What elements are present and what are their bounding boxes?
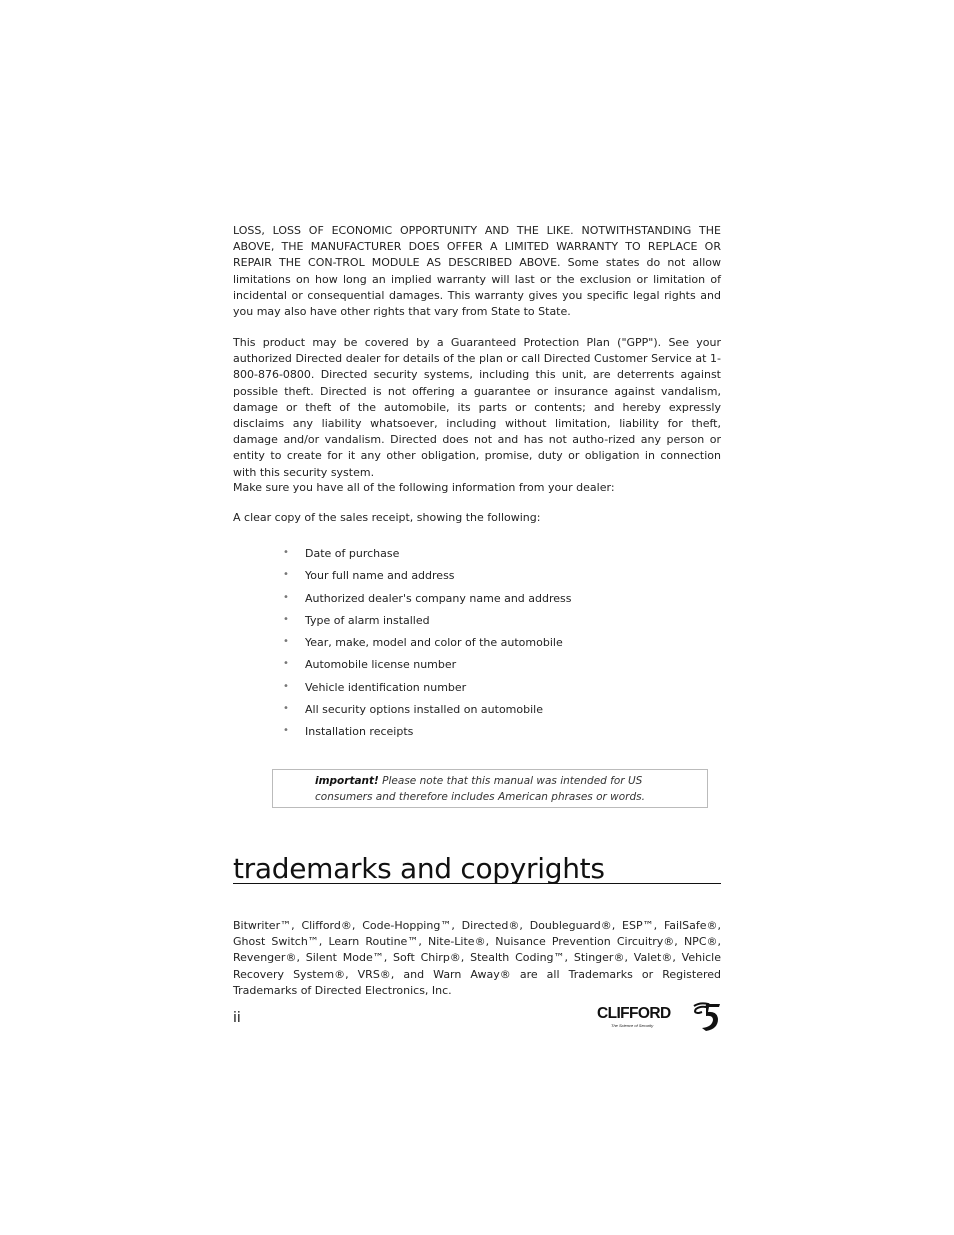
- list-item: • Date of purchase: [283, 547, 400, 560]
- important-note-text: important! Please note that this manual was intended for US consumers and therefore includes American phrases or words.: [315, 775, 645, 803]
- page-number: ii: [233, 1010, 241, 1026]
- bullet-icon: •: [283, 636, 289, 648]
- list-item: • Installation receipts: [283, 725, 414, 739]
- bullet-icon: •: [283, 569, 289, 581]
- trademarks-paragraph: Bitwriter™, Clifford®, Code-Hopping™, Directed®, Doubleguard®, ESP™, FailSafe®, Ghost Switch™, Learn Routine™, Nite-Lite®, Nuisance Prevention Circuitry®, NPC®, Revenger®, Silent Mode™, Soft Chirp®, Stealth Coding™, Stinger®, Valet®, Vehicle Recovery System®, VRS®, and Warn Away® are all Trademarks or Registered Trademarks of Directed Electronics, Inc.: [233, 919, 721, 997]
- receipt-items-list: [283, 546, 572, 747]
- list-item: • Type of alarm installed: [283, 613, 430, 627]
- gpp-paragraph: This product may be covered by a Guaranteed Protection Plan ("GPP"). See your authorized Directed dealer for details of the plan or call Directed Customer Service at 1-800-876-0800. Directed security systems, including this unit, are deterrents against possible theft. Directed is not offering a guarantee or insurance against vandalism, damage or theft of the automobile, its parts or contents; and hereby expressly disclaims any liability whatsoever, including without limitation, liability for theft, damage and/or vandalism. Directed does not and has not autho-rized any person or entity to create for it any other obligation, promise, duty or obligation in connection with this security system.: [233, 336, 721, 479]
- bullet-icon: •: [283, 680, 289, 692]
- list-item: • Year, make, model and color of the automobile: [283, 636, 563, 650]
- heading-underline: [233, 883, 721, 884]
- bullet-icon: •: [283, 613, 289, 625]
- dealer-info-paragraph: Make sure you have all of the following information from your dealer:: [233, 481, 615, 494]
- clifford-g5-logo: [596, 1000, 722, 1034]
- logo-text: CLIFFORD: [597, 1005, 671, 1022]
- receipt-paragraph: A clear copy of the sales receipt, showing the following:: [233, 511, 541, 524]
- important-note-box: [272, 769, 708, 808]
- g5-mark-icon: [694, 1003, 720, 1031]
- important-label: important!: [315, 775, 379, 787]
- bullet-icon: •: [283, 591, 289, 603]
- list-item: • Your full name and address: [283, 569, 455, 583]
- bullet-icon: •: [283, 725, 289, 737]
- list-item: • Vehicle identification number: [283, 680, 467, 694]
- section-heading: trademarks and copyrights: [233, 852, 605, 885]
- list-item: • Authorized dealer's company name and address: [283, 591, 572, 605]
- list-item: • Automobile license number: [283, 658, 457, 672]
- bullet-icon: •: [283, 547, 289, 558]
- list-item: • All security options installed on automobile: [283, 703, 543, 717]
- bullet-icon: •: [283, 658, 289, 670]
- warranty-paragraph: LOSS, LOSS OF ECONOMIC OPPORTUNITY AND THE LIKE. NOTWITHSTANDING THE ABOVE, THE MANUFACTURER DOES OFFER A LIMITED WARRANTY TO REPLACE OR REPAIR THE CON-TROL MODULE AS DESCRIBED ABOVE. Some states do not allow limitations on how long an implied warranty will last or the exclusion or limitation of incidental or consequential damages. This warranty gives you specific legal rights and you may also have other rights that vary from State to State.: [233, 224, 721, 319]
- bullet-icon: •: [283, 703, 289, 715]
- logo-tagline: The Science of Security: [611, 1023, 654, 1028]
